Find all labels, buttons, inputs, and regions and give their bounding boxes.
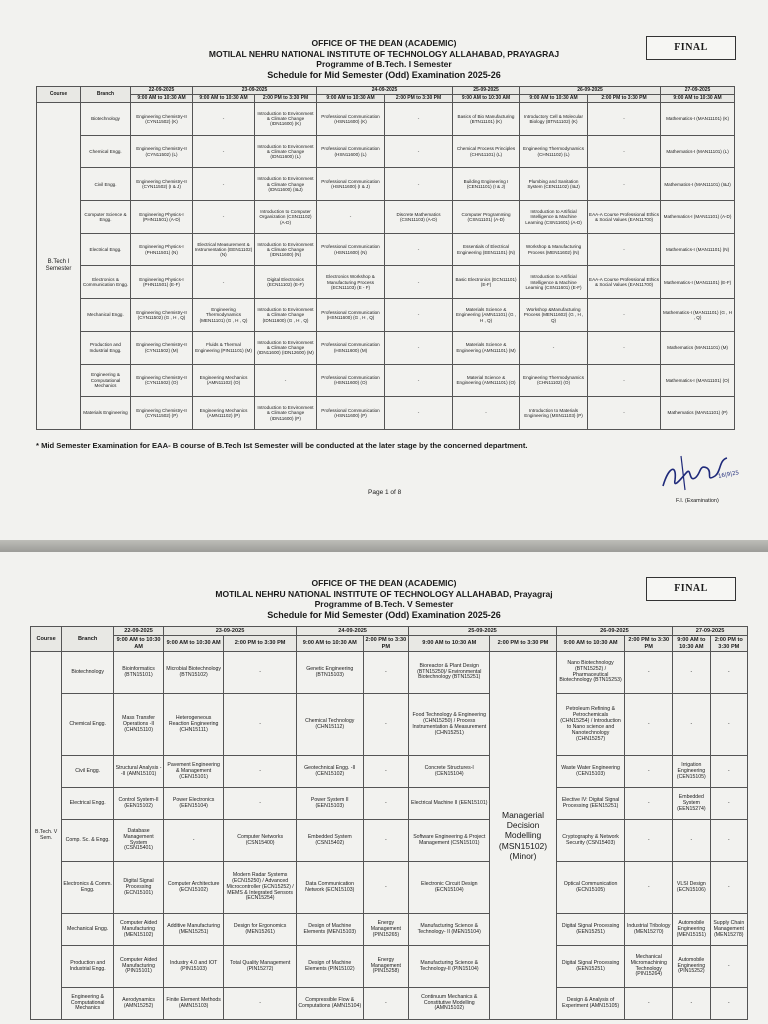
time-slot-header: 9:00 AM to 10:30 AM bbox=[297, 636, 364, 652]
table-row bbox=[37, 397, 735, 430]
managerial-decision-cell: Managerial Decision Modelling (MSN15102) (Minor) bbox=[490, 652, 557, 1020]
exam-cell: Mechanical Micromachining Technology (PIN15264) bbox=[625, 946, 673, 988]
exam-cell: Professional Communication (HSN11600) (O) bbox=[317, 364, 385, 397]
time-slot-header: 9:00 AM to 10:30 AM bbox=[409, 636, 490, 652]
exam-cell: Introduction to Environment & Climate Change (IDN11600) (I&J) bbox=[255, 168, 317, 201]
branch-cell: Civil Engg. bbox=[62, 756, 114, 788]
branch-cell: Mechanical Engg. bbox=[62, 914, 114, 946]
time-slot-header: 9:00 AM to 10:30 AM bbox=[114, 636, 164, 652]
header-schedule: Schedule for Mid Semester (Odd) Examination 2025-26 bbox=[267, 69, 501, 80]
page-separator bbox=[0, 540, 768, 552]
exam-cell: - bbox=[588, 168, 661, 201]
time-slot-header: 9:00 AM to 10:30 AM bbox=[317, 95, 385, 103]
exam-cell: - bbox=[385, 168, 453, 201]
exam-cell: Introductory Cell & Molecular Biology (BTN11102) (K) bbox=[520, 103, 588, 136]
exam-cell: Microbial Biotechnology (BTN15102) bbox=[164, 652, 224, 694]
table-row bbox=[37, 233, 735, 266]
exam-cell: Introduction to Artificial Intelligence & Machine Learning (CSN11601) (E-F) bbox=[520, 266, 588, 299]
header-institute: MOTILAL NEHRU NATIONAL INSTITUTE OF TECHNOLOGY ALLAHABAD, PRAYAGRAJ bbox=[208, 48, 560, 59]
exam-cell: - bbox=[385, 397, 453, 430]
col-course-header: Course bbox=[31, 627, 62, 652]
exam-cell: Engineering Chemistry-II (CYN11502) (P) bbox=[131, 397, 193, 430]
exam-cell: Workshop &Manufacturing Process (MEN11602) (G , H , Q) bbox=[520, 299, 588, 332]
exam-cell: Computer Programming (CSN11101) (A-D) bbox=[453, 201, 520, 234]
exam-cell: - bbox=[193, 201, 255, 234]
exam-cell: Elective IV: Digital Signal Processing (EEN15251) bbox=[556, 788, 625, 820]
exam-cell: Mathematics-I (MAN11101) (G , H , Q) bbox=[661, 299, 735, 332]
exam-cell: Electrical Machine II (EEN15101) bbox=[409, 788, 490, 820]
branch-cell: Chemical Engg. bbox=[62, 694, 114, 756]
exam-cell: Engineering Physics-I (PHN11501) (E-F) bbox=[131, 266, 193, 299]
exam-cell: Cryptography & Network Security (CSN15403) bbox=[556, 820, 625, 862]
exam-cell: Concrete Structures-I (CEN15104) bbox=[409, 756, 490, 788]
table-row bbox=[31, 788, 748, 820]
exam-cell: - bbox=[625, 788, 673, 820]
header-schedule: Schedule for Mid Semester (Odd) Examination 2025-26 bbox=[267, 609, 501, 620]
exam-cell: Engineering Chemistry-II (CYN11502) (O) bbox=[131, 364, 193, 397]
time-slot-header: 2:00 PM to 3:30 PM bbox=[490, 636, 557, 652]
schedule-table-sem1 bbox=[36, 86, 735, 430]
exam-cell: - bbox=[625, 988, 673, 1020]
exam-cell: Genetic Engineering (BTN15103) bbox=[297, 652, 364, 694]
exam-cell: - bbox=[385, 266, 453, 299]
exam-cell: Total Quality Management (PIN15272) bbox=[224, 946, 297, 988]
time-slot-header: 9:00 AM to 10:30 AM bbox=[556, 636, 625, 652]
exam-cell: Compressible Flow & Computations (AMN15104) bbox=[297, 988, 364, 1020]
exam-cell: Bioreactor & Plant Design (BTN15250)/ Environmental Biotechnology (BTN15251) bbox=[409, 652, 490, 694]
exam-cell: Irrigation Engineering (CEN15105) bbox=[673, 756, 710, 788]
exam-cell: Industry 4.0 and IOT (PIN15103) bbox=[164, 946, 224, 988]
exam-cell: Waste Water Engineering (CEN15103) bbox=[556, 756, 625, 788]
exam-cell: - bbox=[385, 135, 453, 168]
exam-cell: - bbox=[363, 652, 409, 694]
header-office: OFFICE OF THE DEAN (ACADEMIC) bbox=[311, 38, 457, 48]
time-slot-header: 9:00 AM to 10:30 AM bbox=[164, 636, 224, 652]
col-branch-header: Branch bbox=[62, 627, 114, 652]
col-branch-header: Branch bbox=[81, 87, 131, 103]
exam-cell: - bbox=[363, 756, 409, 788]
exam-cell: Introduction to Environment & Climate Change (IDN11600) (N) bbox=[255, 233, 317, 266]
exam-cell: Introduction to Environment & Climate Change (IDN11600) (L) bbox=[255, 135, 317, 168]
table-row bbox=[31, 914, 748, 946]
branch-cell: Computer Science & Engg. bbox=[81, 201, 131, 234]
exam-cell: - bbox=[193, 168, 255, 201]
table-row bbox=[37, 168, 735, 201]
exam-cell: Computer Aided Manufacturing (PIN15101) bbox=[114, 946, 164, 988]
table-row bbox=[37, 364, 735, 397]
exam-cell: Introduction to Environment & Climate Change (IDN11600) (IDN12600) (M) bbox=[255, 331, 317, 364]
exam-cell: Food Technology & Engineering (CHN15250) / Process Instrumentation & Measurement (CHN15251) bbox=[409, 694, 490, 756]
exam-cell: - bbox=[588, 331, 661, 364]
exam-cell: Continuum Mechanics & Constitutive Modelling (AMN15102) bbox=[409, 988, 490, 1020]
date-header: 23-09-2025 bbox=[164, 627, 297, 636]
table-row bbox=[37, 299, 735, 332]
exam-cell: Design of Machine Elements (MEN15103) bbox=[297, 914, 364, 946]
page-number: Page 1 of 8 bbox=[368, 489, 402, 496]
exam-cell: - bbox=[588, 103, 661, 136]
time-slot-header: 9:00 AM to 10:30 AM bbox=[193, 95, 255, 103]
schedule-table-sem5 bbox=[30, 626, 748, 1020]
exam-cell: - bbox=[673, 652, 710, 694]
branch-cell: Electronics & Comm. Engg. bbox=[62, 862, 114, 914]
final-stamp: FINAL bbox=[646, 577, 736, 601]
date-header: 22-09-2025 bbox=[131, 87, 193, 95]
exam-cell: Design of Machine Elements (PIN15102) bbox=[297, 946, 364, 988]
branch-cell: Electronics & Communication Engg. bbox=[81, 266, 131, 299]
table-row bbox=[37, 103, 735, 136]
exam-cell: Finite Element Methods (AMN15103) bbox=[164, 988, 224, 1020]
time-slot-header: 9:00 AM to 10:30 AM bbox=[453, 95, 520, 103]
exam-cell: Chemical Process Principles (CHN11101) (L) bbox=[453, 135, 520, 168]
branch-cell: Production and Industrial Engg. bbox=[62, 946, 114, 988]
table-row bbox=[37, 201, 735, 234]
course-cell: B.Tech. V Sem. bbox=[31, 652, 62, 1020]
exam-cell: - bbox=[520, 331, 588, 364]
header-office: OFFICE OF THE DEAN (ACADEMIC) bbox=[311, 578, 457, 588]
exam-cell: Engineering Mechanics (AMN11102) (O) bbox=[193, 364, 255, 397]
exam-cell: Design for Ergonomics (MEN15261) bbox=[224, 914, 297, 946]
date-header: 26-09-2025 bbox=[556, 627, 672, 636]
exam-cell: Engineering Mechanics (AMN11102) (P) bbox=[193, 397, 255, 430]
branch-cell: Electrical Engg. bbox=[62, 788, 114, 820]
exam-cell: EAA-A Course Professional Ethics & Social Values (EAN11700) bbox=[588, 266, 661, 299]
time-slot-header: 9:00 AM to 10:30 AM bbox=[673, 636, 710, 652]
exam-cell: Workshop & Manufacturing Process (MEN11602) (N) bbox=[520, 233, 588, 266]
exam-cell: Industrial Tribology (MEN15270) bbox=[625, 914, 673, 946]
exam-cell: - bbox=[363, 694, 409, 756]
date-header: 24-09-2025 bbox=[297, 627, 409, 636]
exam-cell: - bbox=[255, 364, 317, 397]
branch-cell: Engineering & Computational Mechanics bbox=[62, 988, 114, 1020]
exam-cell: Professional Communication (HSN11600) (M) bbox=[317, 331, 385, 364]
exam-cell: - bbox=[385, 233, 453, 266]
branch-cell: Engineering & Computational Mechanics bbox=[81, 364, 131, 397]
exam-cell: - bbox=[385, 103, 453, 136]
table-row bbox=[31, 946, 748, 988]
exam-cell: Nano Biotechnology (BTN15252) / Pharmaceutical Biotechnology (BTN15253) bbox=[556, 652, 625, 694]
exam-cell: - bbox=[224, 788, 297, 820]
exam-cell: Materials Science & Engineering (AMN11101) (M) bbox=[453, 331, 520, 364]
table-row bbox=[37, 266, 735, 299]
exam-cell: VLSI Design (ECN15106) bbox=[673, 862, 710, 914]
branch-cell: Chemical Engg. bbox=[81, 135, 131, 168]
branch-cell: Electrical Engg. bbox=[81, 233, 131, 266]
exam-cell: Digital Signal Processing (EEN15251) bbox=[556, 914, 625, 946]
exam-cell: Mathematics-I (MAN11101) (O) bbox=[661, 364, 735, 397]
time-slot-header: 9:00 AM to 10:30 AM bbox=[131, 95, 193, 103]
exam-cell: Engineering Physics-I (PHN11501) (A-D) bbox=[131, 201, 193, 234]
time-slot-header: 2:00 PM to 3:30 PM bbox=[363, 636, 409, 652]
exam-cell: Professional Communication (HSN11600) (L) bbox=[317, 135, 385, 168]
exam-cell: - bbox=[588, 233, 661, 266]
exam-cell: - bbox=[588, 364, 661, 397]
exam-cell: - bbox=[710, 694, 747, 756]
exam-cell: Engineering Chemistry-II (CYN11502) (L) bbox=[131, 135, 193, 168]
exam-cell: Introduction to Environment & Climate Change (IDN11600) (P) bbox=[255, 397, 317, 430]
branch-cell: Production and Industrial Engg. bbox=[81, 331, 131, 364]
exam-cell: - bbox=[625, 652, 673, 694]
exam-cell: Supply Chain Management (MEN15278) bbox=[710, 914, 747, 946]
exam-cell: - bbox=[588, 397, 661, 430]
exam-cell: Design & Analysis of Experiment (AMN15105) bbox=[556, 988, 625, 1020]
header-institute: MOTILAL NEHRU NATIONAL INSTITUTE OF TECHNOLOGY ALLAHABAD, Prayagraj bbox=[215, 588, 553, 599]
table-row bbox=[37, 135, 735, 168]
branch-cell: Biotechnology bbox=[81, 103, 131, 136]
exam-cell: - bbox=[710, 988, 747, 1020]
exam-cell: Introduction to Materials Engineering (MSN11103) (P) bbox=[520, 397, 588, 430]
exam-cell: Engineering Chemistry-II (CYN11502) (M) bbox=[131, 331, 193, 364]
exam-cell: Power Electronics (EEN15104) bbox=[164, 788, 224, 820]
branch-cell: Biotechnology bbox=[62, 652, 114, 694]
exam-cell: Fluids & Thermal Engineering (PIN11101) (M) bbox=[193, 331, 255, 364]
exam-cell: Engineering Thermodynamics (CHN11102) (O) bbox=[520, 364, 588, 397]
exam-cell: Software Engineering & Project Management (CSN15101) bbox=[409, 820, 490, 862]
exam-cell: Structural Analysis --II (AMN15101) bbox=[114, 756, 164, 788]
exam-cell: - bbox=[625, 820, 673, 862]
exam-cell: - bbox=[363, 988, 409, 1020]
exam-cell: Engineering Thermodynamics (MEN11101) (G , H , Q) bbox=[193, 299, 255, 332]
exam-cell: Geotechnical Engg. -II (CEN15102) bbox=[297, 756, 364, 788]
exam-cell: Database Management System (CSN15401) bbox=[114, 820, 164, 862]
exam-cell: - bbox=[710, 862, 747, 914]
exam-cell: - bbox=[673, 988, 710, 1020]
exam-cell: Optical Communication (ECN15105) bbox=[556, 862, 625, 914]
time-slot-header: 2:00 PM to 3:30 PM bbox=[625, 636, 673, 652]
col-course-header: Course bbox=[37, 87, 81, 103]
exam-cell: Mathematics-I (MAN11101) (E-F) bbox=[661, 266, 735, 299]
date-header: 25-09-2025 bbox=[453, 87, 520, 95]
exam-cell: - bbox=[588, 299, 661, 332]
exam-cell: - bbox=[385, 299, 453, 332]
exam-cell: Introduction to Computer Organization (CSN11102) (A-D) bbox=[255, 201, 317, 234]
exam-cell: - bbox=[224, 756, 297, 788]
exam-cell: Aerodynamics (AMN15252) bbox=[114, 988, 164, 1020]
footnote: * Mid Semester Examination for EAA- B course of B.Tech Ist Semester will be conducted at the later stage by the concerned department. bbox=[36, 441, 528, 450]
exam-cell: Automobile Engineering (MEN15151) bbox=[673, 914, 710, 946]
exam-cell: - bbox=[385, 364, 453, 397]
exam-cell: Building Engineering I (CEN11101) (I & J) bbox=[453, 168, 520, 201]
exam-cell: - bbox=[453, 397, 520, 430]
exam-cell: Automobile Engineering (PIN15252) bbox=[673, 946, 710, 988]
exam-cell: Data Communication Network (ECN15103) bbox=[297, 862, 364, 914]
date-header: 26-09-2025 bbox=[520, 87, 661, 95]
time-slot-header: 2:00 PM to 3:30 PM bbox=[385, 95, 453, 103]
exam-cell: Mathematics (MAN11101) (M) bbox=[661, 331, 735, 364]
exam-cell: Professional Communication (HSN11600) (K) bbox=[317, 103, 385, 136]
exam-cell: Professional Communication (HSN11600) (N) bbox=[317, 233, 385, 266]
exam-cell: - bbox=[363, 788, 409, 820]
exam-cell: Manufacturing Science & Technology-II (PIN15104) bbox=[409, 946, 490, 988]
exam-cell: - bbox=[193, 103, 255, 136]
exam-cell: Digital Signal Processing (EEN15251) bbox=[556, 946, 625, 988]
time-slot-header: 2:00 PM to 3:30 PM bbox=[255, 95, 317, 103]
signature-date: 16|9|25 bbox=[717, 470, 740, 480]
exam-cell: - bbox=[224, 694, 297, 756]
exam-cell: - bbox=[588, 135, 661, 168]
exam-cell: Embedded System (CSN15402) bbox=[297, 820, 364, 862]
table-row bbox=[31, 988, 748, 1020]
exam-cell: Introduction to Environment & Climate Change (IDN11600) (G , H , Q) bbox=[255, 299, 317, 332]
exam-cell: Energy Management (PIN15265) bbox=[363, 914, 409, 946]
date-header: 24-09-2025 bbox=[317, 87, 453, 95]
exam-cell: - bbox=[710, 788, 747, 820]
exam-cell: Engineering Chemistry-II (CYN11502) (I & J) bbox=[131, 168, 193, 201]
exam-cell: Modern Radar Systems (ECN15250) / Advanced Microcontroller (ECN15252) / MEMS & Integrated Sensors (ECN15254) bbox=[224, 862, 297, 914]
exam-cell: Mathematics-I (MAN11101) (N) bbox=[661, 233, 735, 266]
exam-cell: - bbox=[363, 820, 409, 862]
exam-cell: - bbox=[710, 756, 747, 788]
exam-cell: Introduction to Environment & Climate Change (IDN11600) (K) bbox=[255, 103, 317, 136]
exam-cell: Mathematics-I (MAN11101) (A-D) bbox=[661, 201, 735, 234]
exam-cell: Power System II (EEN15103) bbox=[297, 788, 364, 820]
time-slot-header: 9:00 AM to 10:30 AM bbox=[520, 95, 588, 103]
exam-cell: Manufacturing Science & Technology- II (MEN15104) bbox=[409, 914, 490, 946]
date-header: 23-09-2025 bbox=[193, 87, 317, 95]
time-slot-header: 2:00 PM to 3:30 PM bbox=[224, 636, 297, 652]
schedule-page-2 bbox=[0, 552, 768, 1024]
exam-cell: Electrical Measurement & Instrumentation (EEN11102) (N) bbox=[193, 233, 255, 266]
exam-cell: Chemical Technology (CHN15112) bbox=[297, 694, 364, 756]
exam-cell: - bbox=[625, 756, 673, 788]
exam-cell: - bbox=[193, 266, 255, 299]
exam-cell: Engineering Chemistry-II (CYN11502) (K) bbox=[131, 103, 193, 136]
exam-cell: - bbox=[673, 820, 710, 862]
exam-cell: Bioinformatics (BTN15101) bbox=[114, 652, 164, 694]
final-stamp: FINAL bbox=[646, 36, 736, 60]
date-header: 25-09-2025 bbox=[409, 627, 557, 636]
date-header: 27-09-2025 bbox=[661, 87, 735, 95]
branch-cell: Materials Engineering bbox=[81, 397, 131, 430]
exam-cell: Plumbing and Sanitation System (CEN11102) (I&J) bbox=[520, 168, 588, 201]
table-row bbox=[31, 820, 748, 862]
branch-cell: Comp. Sc. & Engg. bbox=[62, 820, 114, 862]
exam-cell: Introduction to Artificial Intelligence & Machine Learning (CSN11601) (A-D) bbox=[520, 201, 588, 234]
exam-cell: Discrete Mathematics (CSN11103) (A-D) bbox=[385, 201, 453, 234]
table-row bbox=[37, 331, 735, 364]
exam-cell: Engineering Thermodynamics (CHN11102) (L) bbox=[520, 135, 588, 168]
exam-cell: Basic Electronics (ECN11101) (E-F) bbox=[453, 266, 520, 299]
branch-cell: Civil Engg. bbox=[81, 168, 131, 201]
exam-cell: Energy Management (PIN15258) bbox=[363, 946, 409, 988]
exam-cell: Additive Manufacturing (MEN15251) bbox=[164, 914, 224, 946]
table-row bbox=[31, 652, 748, 694]
exam-cell: Computer Architecture (ECN15102) bbox=[164, 862, 224, 914]
exam-cell: Digital Signal Processing (ECN15101) bbox=[114, 862, 164, 914]
exam-cell: Digital Electronics (ECN11102) (E-F) bbox=[255, 266, 317, 299]
exam-cell: Mathematics-I (MAN11101) (K) bbox=[661, 103, 735, 136]
exam-cell: Heterogeneous Reaction Engineering (CHN15111) bbox=[164, 694, 224, 756]
course-cell: B.Tech I Semester bbox=[37, 103, 81, 430]
branch-cell: Mechanical Engg. bbox=[81, 299, 131, 332]
exam-cell: - bbox=[363, 862, 409, 914]
table-row bbox=[31, 694, 748, 756]
exam-cell: Computer Networks (CSN15400) bbox=[224, 820, 297, 862]
table-row bbox=[31, 862, 748, 914]
exam-cell: Engineering Chemistry-II (CYN11502) (G , H , Q) bbox=[131, 299, 193, 332]
exam-cell: Control System-II (EEN15102) bbox=[114, 788, 164, 820]
exam-cell: Mathematics-I (MAN11101) (L) bbox=[661, 135, 735, 168]
table-row bbox=[31, 756, 748, 788]
exam-cell: EAA-A Course Professional Ethics & Social Values (EAN11700) bbox=[588, 201, 661, 234]
exam-cell: Engineering Physics-I (PHN11501) (N) bbox=[131, 233, 193, 266]
exam-cell: Mathematics (MAN11101) (P) bbox=[661, 397, 735, 430]
date-header: 22-09-2025 bbox=[114, 627, 164, 636]
exam-cell: Professional Communication (HSN11600) (G , H , Q) bbox=[317, 299, 385, 332]
exam-cell: - bbox=[625, 862, 673, 914]
exam-cell: - bbox=[224, 988, 297, 1020]
exam-cell: - bbox=[710, 946, 747, 988]
exam-cell: - bbox=[625, 694, 673, 756]
time-slot-header: 2:00 PM to 3:30 PM bbox=[710, 636, 747, 652]
exam-cell: - bbox=[164, 820, 224, 862]
signature-caption: F.I. (Examination) bbox=[676, 498, 719, 504]
exam-cell: Electronics Workshop & Manufacturing Process (ECN11103) (E - F) bbox=[317, 266, 385, 299]
exam-cell: Mass Transfer Operations -II (CHN15110) bbox=[114, 694, 164, 756]
exam-cell: - bbox=[193, 135, 255, 168]
time-slot-header: 9:00 AM to 10:30 AM bbox=[661, 95, 735, 103]
date-header: 27-09-2025 bbox=[673, 627, 748, 636]
exam-cell: - bbox=[317, 201, 385, 234]
header-programme: Programme of B.Tech. V Semester bbox=[314, 599, 454, 610]
exam-cell: - bbox=[710, 820, 747, 862]
header-programme: Programme of B.Tech. I Semester bbox=[316, 59, 452, 70]
exam-cell: Basics of Bio Manufacturing (BTN11101) (K) bbox=[453, 103, 520, 136]
exam-cell: Embedded System (EEN15274) bbox=[673, 788, 710, 820]
exam-cell: Professional Communication (HSN11600) (I & J) bbox=[317, 168, 385, 201]
exam-cell: Electronic Circuit Design (ECN15104) bbox=[409, 862, 490, 914]
exam-cell: Material Science & Engineering (AMN11101) (O) bbox=[453, 364, 520, 397]
exam-cell: Pavement Engineering & Management (CEN15101) bbox=[164, 756, 224, 788]
exam-cell: - bbox=[673, 694, 710, 756]
exam-cell: Essentials of Electrical Engineering (EEN11101) (N) bbox=[453, 233, 520, 266]
exam-cell: Computer Aided Manufacturing (MEN15102) bbox=[114, 914, 164, 946]
exam-cell: - bbox=[224, 652, 297, 694]
exam-cell: - bbox=[710, 652, 747, 694]
exam-cell: - bbox=[385, 331, 453, 364]
exam-cell: Mathematics-I (MAN11101) (I&J) bbox=[661, 168, 735, 201]
exam-cell: Professional Communication (HSN11600) (P) bbox=[317, 397, 385, 430]
time-slot-header: 2:00 PM to 3:30 PM bbox=[588, 95, 661, 103]
exam-cell: Petroleum Refining & Petrochemicals (CHN15254) / Introduction to Nano science and Nanotechnology (CHN15257) bbox=[556, 694, 625, 756]
exam-cell: Materials Science & Engineering (AMN11101) (G , H , Q) bbox=[453, 299, 520, 332]
